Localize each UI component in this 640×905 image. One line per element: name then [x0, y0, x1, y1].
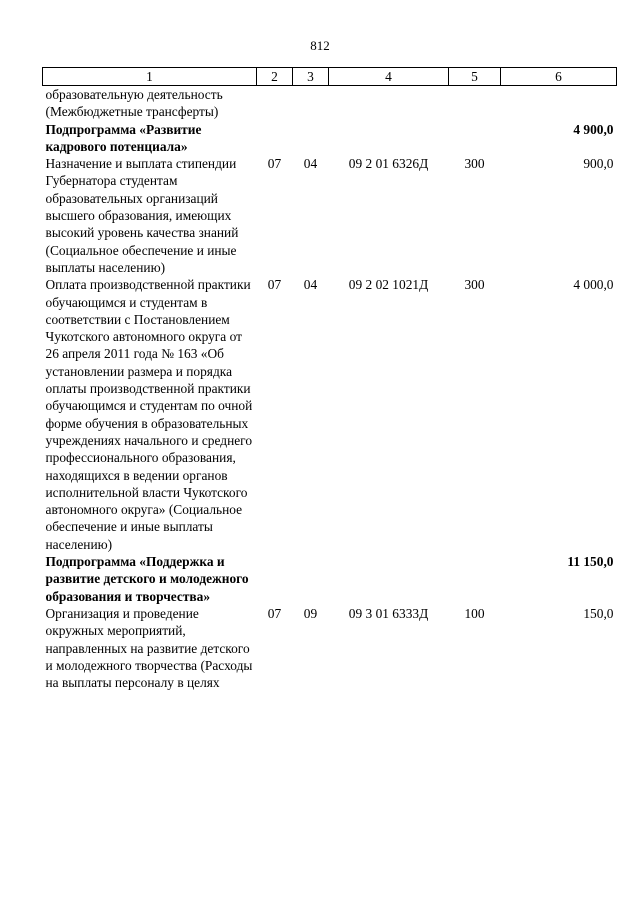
row-csr: 09 2 01 6326Д: [348, 156, 429, 172]
row-name: Назначение и выплата стипендии Губернатора студентам образовательных организаций высшего образования, имеющих высокий уровень качества знаний (Социальное обеспечение и иные выплаты населению): [45, 156, 239, 275]
table-row: [43, 86, 617, 121]
row-vr: [449, 553, 501, 605]
column-header: 2: [257, 68, 293, 86]
row-rz: 07: [267, 277, 282, 293]
row-name: образовательную деятельность (Межбюджетные трансферты): [45, 87, 223, 120]
table-row: [43, 155, 617, 276]
budget-table: [42, 67, 617, 691]
table-row: [43, 276, 617, 553]
row-name: Организация и проведение окружных мероприятий, направленных на развитие детского и молодежного творчества (Расходы на выплаты персоналу в целях: [45, 605, 253, 691]
row-rz: [257, 553, 293, 605]
row-csr: 09 3 01 6333Д: [348, 605, 429, 621]
row-vr: [449, 86, 501, 121]
row-csr: [329, 121, 449, 156]
row-rz: [257, 121, 293, 156]
row-vr: 300: [464, 156, 485, 172]
row-pr: 04: [303, 156, 318, 172]
row-rz: [257, 86, 293, 121]
row-vr: [449, 121, 501, 156]
row-sum: 900,0: [583, 156, 614, 172]
column-header: 4: [329, 68, 449, 86]
row-vr: 300: [464, 277, 485, 293]
page-number: 812: [310, 38, 330, 53]
table-row: [43, 605, 617, 691]
column-header: 6: [501, 68, 617, 86]
row-vr: 100: [464, 605, 485, 621]
column-header: 5: [449, 68, 501, 86]
table-header-row: [43, 68, 617, 86]
row-pr: 04: [303, 277, 318, 293]
row-sum: 4 000,0: [573, 277, 614, 293]
row-rz: 07: [267, 605, 282, 621]
row-csr: [329, 553, 449, 605]
row-pr: [293, 86, 329, 121]
row-sum: 4 900,0: [573, 121, 614, 137]
row-name: Подпрограмма «Поддержка и развитие детского и молодежного образования и творчества»: [45, 554, 249, 604]
row-pr: [293, 121, 329, 156]
row-sum: 11 150,0: [567, 554, 614, 570]
table-row-subprogram: [43, 121, 617, 156]
row-name: Оплата производственной практики обучающимся и студентам в соответствии с Постановлением Чукотского автономного округа от 26 апреля 2011 года № 163 «Об установлении размера и порядка оплаты производственной практики обучающимся и студентам по очной форме обучения в образовательных учреждениях начального и среднего профессионального образования, находящихся в ведении органов исполнительной власти Чукотского автономного округа» (Социальное обеспечение и иные выплаты населению): [45, 277, 253, 552]
column-header: 1: [43, 68, 257, 86]
row-name: Подпрограмма «Развитие кадрового потенциала»: [45, 121, 202, 154]
row-rz: 07: [267, 156, 282, 172]
row-sum: 150,0: [583, 605, 614, 621]
row-pr: 09: [303, 605, 318, 621]
row-csr: [329, 86, 449, 121]
row-pr: [293, 553, 329, 605]
row-csr: 09 2 02 1021Д: [348, 277, 429, 293]
table-row-subprogram: [43, 553, 617, 605]
row-sum: [501, 86, 617, 121]
column-header: 3: [293, 68, 329, 86]
